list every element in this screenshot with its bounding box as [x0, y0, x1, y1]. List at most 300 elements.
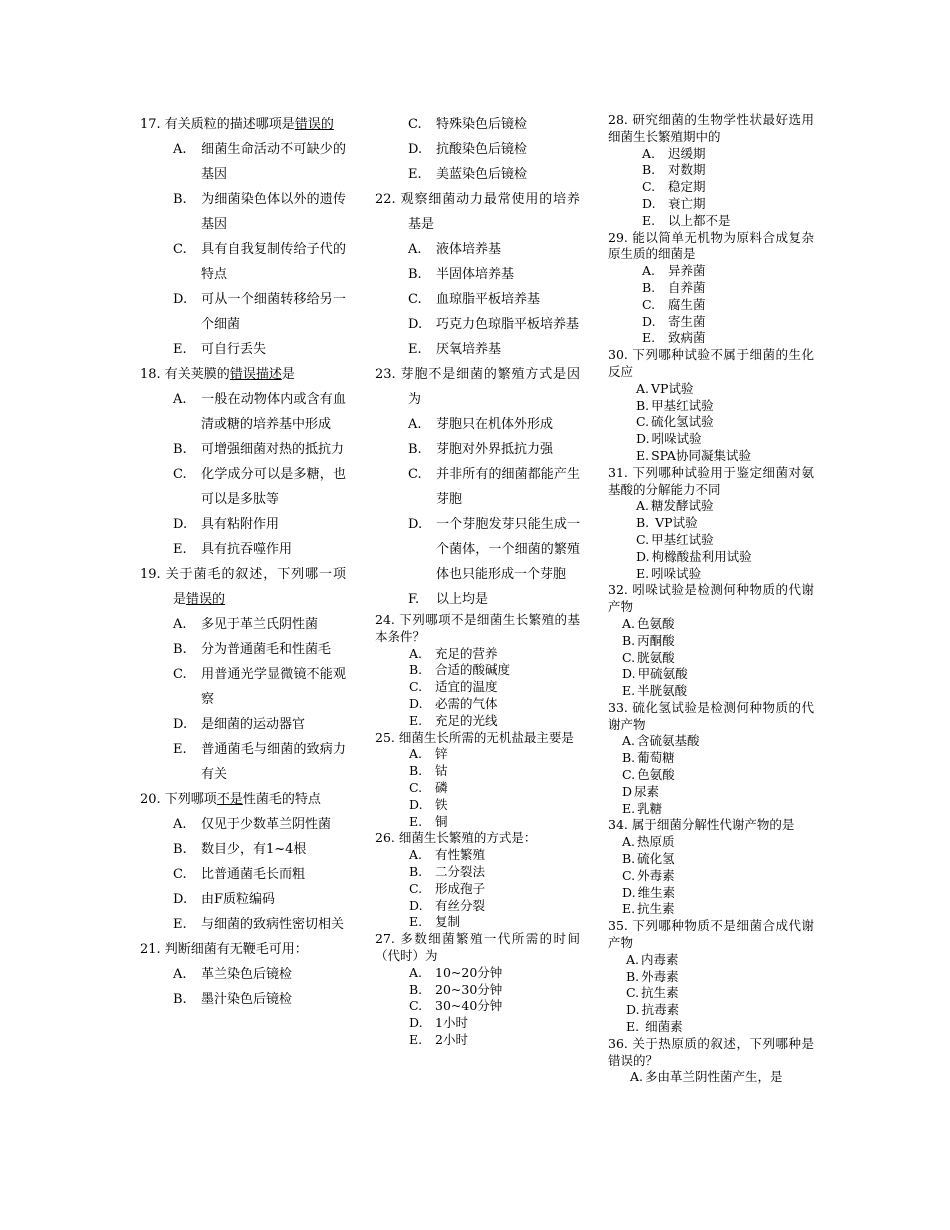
answer-option [608, 431, 814, 448]
option-text: 仅见于少数革兰阴性菌 [201, 817, 332, 832]
question-title-text: 17. 有关质粒的描述哪项是 [140, 117, 295, 132]
answer-option [608, 834, 814, 851]
option-text: 热原质 [637, 834, 675, 850]
question-title-underlined: 不是 [216, 792, 243, 807]
answer-option [140, 187, 346, 237]
question-title [608, 1036, 814, 1070]
answer-option [608, 969, 814, 986]
option-text: 并非所有的细菌都能产生芽胞 [436, 467, 580, 507]
answer-option [140, 737, 346, 787]
option-text: 比普通菌毛长而粗 [201, 867, 306, 882]
answer-option [608, 179, 814, 196]
option-letter: B. [408, 267, 422, 282]
option-text: 为细菌染色体以外的遗传基因 [201, 192, 346, 232]
question-title [608, 465, 814, 499]
answer-option [140, 387, 346, 437]
answer-option [375, 864, 580, 881]
answer-option [608, 549, 814, 566]
answer-option [375, 287, 580, 312]
answer-option [140, 987, 346, 1012]
option-text: 墨汁染色后镜检 [201, 992, 293, 1007]
option-letter: D. [173, 292, 188, 307]
option-text: 抗生素 [637, 901, 675, 917]
option-text: 硫化氢 [637, 851, 675, 867]
question-block [375, 730, 580, 831]
answer-option [608, 532, 814, 549]
option-text: 甲硫氨酸 [637, 666, 688, 682]
question-title-text: 27. 多数细菌繁殖一代所需的时间（代时）为 [375, 931, 580, 963]
answer-option [608, 515, 814, 532]
option-text: 异养菌 [668, 263, 706, 279]
option-letter: B. [636, 397, 650, 413]
option-text: 具有抗吞噬作用 [201, 542, 293, 557]
option-letter: D. [642, 313, 656, 329]
option-letter: A. [630, 1069, 644, 1085]
answer-option [608, 1002, 814, 1019]
option-text: 与细菌的致病性密切相关 [201, 917, 345, 932]
answer-option [608, 750, 814, 767]
option-letter: E. [622, 901, 636, 917]
option-letter: E. [409, 1031, 423, 1047]
question-block [140, 787, 346, 937]
option-text: 可从一个细菌转移给另一个细菌 [201, 292, 346, 332]
answer-option [140, 462, 346, 512]
answer-option [140, 537, 346, 562]
option-text: 自养菌 [668, 279, 706, 295]
answer-option [140, 237, 346, 287]
option-text: 多由革兰阴性菌产生，是 [645, 1069, 783, 1085]
option-letter: B. [173, 642, 187, 657]
question-title-text: 25. 细菌生长所需的无机盐最主要是 [375, 729, 574, 745]
question-title [375, 830, 580, 847]
option-letter: A. [408, 242, 422, 257]
option-letter: D. [409, 695, 423, 711]
option-text: 枸橼酸盐利用试验 [651, 548, 752, 564]
option-text: 20~30分钟 [435, 981, 503, 997]
option-letter: A. [409, 746, 423, 762]
question-title-text: 35. 下列哪种物质不是细菌合成代谢产物 [608, 918, 814, 951]
option-letter: E. [173, 342, 187, 357]
question-title-text: 29. 能以简单无机物为原料合成复杂原生质的细菌是 [608, 229, 814, 262]
option-text: 血琼脂平板培养基 [436, 292, 541, 307]
option-text: VP试验 [651, 380, 694, 396]
question-title [608, 582, 814, 616]
option-letter: D. [622, 666, 636, 682]
question-title-text: 性菌毛的特点 [242, 792, 321, 807]
question-title-text: 30. 下列哪种试验不属于细菌的生化反应 [608, 347, 814, 379]
answer-option [140, 962, 346, 987]
answer-option [140, 137, 346, 187]
column-1 [140, 112, 346, 1012]
option-text: 衰亡期 [668, 195, 706, 211]
option-letter: B. [409, 981, 423, 997]
option-text: 吲哚试验 [651, 565, 702, 581]
answer-option [608, 162, 814, 179]
option-letter: B. [173, 192, 187, 207]
option-text: 芽胞对外界抵抗力强 [436, 442, 554, 457]
question-title [140, 937, 346, 962]
option-letter: D. [173, 892, 188, 907]
option-text: 分为普通菌毛和性菌毛 [201, 642, 332, 657]
option-letter: B. [626, 968, 640, 984]
answer-option [140, 887, 346, 912]
option-letter: D. [626, 1002, 640, 1018]
answer-option [375, 237, 580, 262]
option-letter: A. [636, 380, 650, 396]
question-title-text: 18. 有关荚膜的 [140, 367, 230, 382]
answer-option [375, 662, 580, 679]
option-letter: C. [173, 242, 187, 257]
answer-option [140, 837, 346, 862]
option-text: 含硫氨基酸 [637, 733, 700, 749]
answer-option [608, 398, 814, 415]
option-letter: A. [642, 145, 656, 161]
question-block [140, 362, 346, 562]
option-text: 二分裂法 [435, 863, 486, 879]
answer-option [608, 851, 814, 868]
option-letter: E. [409, 712, 423, 728]
option-letter: E. [173, 917, 187, 932]
answer-option [608, 1019, 814, 1036]
option-letter: B. [408, 442, 422, 457]
option-text: 乳糖 [637, 800, 663, 816]
answer-option [375, 982, 580, 999]
question-title [608, 700, 814, 734]
option-letter: B. [173, 842, 187, 857]
question-title-text: 21. 判断细菌有无鞭毛可用： [140, 942, 308, 957]
answer-option [140, 712, 346, 737]
question-title-text: 19. 关于菌毛的叙述，下列哪一项是 [140, 567, 346, 607]
option-letter: E. [622, 683, 636, 699]
answer-option [608, 801, 814, 818]
option-letter: E. [173, 542, 187, 557]
option-text: 厌氧培养基 [436, 342, 502, 357]
option-letter: C. [173, 667, 187, 682]
option-text: 一个芽胞发芽只能生成一个菌体，一个细菌的繁殖体也只能形成一个芽胞 [436, 517, 580, 582]
question-title [375, 362, 580, 412]
question-title [375, 612, 580, 646]
answer-option [140, 612, 346, 637]
option-text: 对数期 [668, 162, 706, 178]
option-letter: A. [636, 498, 650, 514]
answer-option [608, 566, 814, 583]
answer-option [140, 912, 346, 937]
option-text: 甲基红试验 [651, 397, 714, 413]
answer-option [608, 498, 814, 515]
option-text: 稳定期 [668, 179, 706, 195]
answer-option [608, 196, 814, 213]
question-block [608, 1036, 814, 1086]
option-letter: D. [408, 317, 423, 332]
option-text: 特殊染色后镜检 [436, 117, 528, 132]
option-letter: C. [408, 292, 422, 307]
option-letter: A. [622, 834, 636, 850]
option-text: 丙酮酸 [637, 632, 675, 648]
answer-option [375, 998, 580, 1015]
option-text: 色氨酸 [637, 767, 675, 783]
answer-option [608, 1069, 814, 1086]
option-text: 致病菌 [668, 330, 706, 346]
answer-option [608, 733, 814, 750]
option-text: VP试验 [651, 515, 698, 531]
option-text: 数目少，有1~4根 [201, 842, 307, 857]
answer-option [375, 312, 580, 337]
option-text: 腐生菌 [668, 296, 706, 312]
column-2 [375, 112, 580, 1049]
question-block [140, 937, 346, 1012]
answer-option [375, 462, 580, 512]
answer-option [608, 330, 814, 347]
answer-option [375, 780, 580, 797]
option-text: 硫化氢试验 [651, 414, 714, 430]
question-title-text: 31. 下列哪种试验用于鉴定细菌对氨基酸的分解能力不同 [608, 464, 814, 497]
answer-option [140, 812, 346, 837]
answer-option [375, 112, 580, 137]
option-text: 葡萄糖 [637, 750, 675, 766]
answer-option [375, 881, 580, 898]
option-letter: A. [408, 417, 422, 432]
answer-option [608, 280, 814, 297]
option-text: 寄生菌 [668, 313, 706, 329]
option-text: SPA协同凝集试验 [651, 447, 751, 463]
question-block [608, 112, 814, 230]
option-text: 可自行丢失 [201, 342, 267, 357]
option-text: 巧克力色琼脂平板培养基 [436, 317, 580, 332]
question-title [140, 362, 346, 387]
answer-option [608, 146, 814, 163]
option-letter: D. [636, 548, 650, 564]
answer-option [608, 868, 814, 885]
option-letter: C. [409, 779, 423, 795]
option-text: 以上均是 [436, 592, 489, 607]
question-title-text: 是 [281, 367, 295, 382]
option-letter: E. [408, 167, 422, 182]
option-letter: C. [173, 867, 187, 882]
answer-option [608, 650, 814, 667]
option-letter: B. [173, 992, 187, 1007]
option-text: 普通菌毛与细菌的致病力有关 [201, 742, 346, 782]
question-title [140, 562, 346, 612]
option-letter: E. [173, 742, 187, 757]
option-letter: C. [636, 414, 650, 430]
option-text: 迟缓期 [668, 145, 706, 161]
option-letter: D. [409, 796, 423, 812]
option-letter: C. [409, 679, 423, 695]
answer-option [608, 901, 814, 918]
question-title-text: 28. 研究细菌的生物学性状最好选用细菌生长繁殖期中的 [608, 112, 814, 144]
option-letter: A. [409, 645, 423, 661]
option-text: 维生素 [637, 884, 676, 900]
option-letter: B. [409, 863, 423, 879]
option-letter: A. [173, 817, 187, 832]
option-letter: C. [622, 867, 636, 883]
option-text: 合适的酸碱度 [435, 662, 511, 678]
option-text: 充足的营养 [435, 645, 498, 661]
question-block [375, 112, 580, 187]
answer-option [375, 713, 580, 730]
option-text: 革兰染色后镜检 [201, 967, 293, 982]
question-title-text: 32. 吲哚试验是检测何种物质的代谢产物 [608, 582, 814, 615]
option-letter: C. [626, 985, 640, 1001]
option-text: 是细菌的运动器官 [201, 717, 306, 732]
answer-option [140, 337, 346, 362]
answer-option [608, 633, 814, 650]
option-letter: B. [622, 851, 636, 867]
answer-option [375, 1032, 580, 1049]
question-block [608, 582, 814, 700]
option-text: 甲基红试验 [651, 531, 714, 547]
option-text: 抗生素 [641, 985, 679, 1001]
answer-option [375, 746, 580, 763]
option-letter: C. [408, 467, 422, 482]
option-text: 复制 [435, 914, 461, 930]
question-block [375, 187, 580, 362]
answer-option [375, 512, 580, 587]
answer-option [608, 414, 814, 431]
answer-option [140, 862, 346, 887]
option-text: 有性繁殖 [435, 847, 486, 863]
answer-option [375, 914, 580, 931]
question-block [608, 465, 814, 583]
option-text: 由F质粒编码 [201, 892, 276, 907]
answer-option [375, 1015, 580, 1032]
answer-option [608, 297, 814, 314]
option-text: 外毒素 [637, 867, 675, 883]
option-text: 磷 [435, 779, 448, 795]
option-text: 以上都不是 [668, 212, 731, 228]
option-letter: C. [622, 649, 636, 665]
option-letter: F. [408, 592, 420, 607]
question-title [608, 112, 814, 146]
question-title-text: 34. 属于细菌分解性代谢产物的是 [608, 817, 795, 833]
question-block [375, 931, 580, 1049]
option-text: 具有自我复制传给子代的特点 [201, 242, 346, 282]
option-letter: B. [173, 442, 187, 457]
option-letter: E. [409, 813, 423, 829]
option-letter: C. [409, 998, 423, 1014]
option-text: 有丝分裂 [435, 897, 486, 913]
option-text: 芽胞只在机体外形成 [436, 417, 554, 432]
question-title [375, 730, 580, 747]
question-block [140, 562, 346, 787]
option-text: 细菌素 [641, 1019, 683, 1035]
question-block [375, 362, 580, 612]
answer-option [608, 263, 814, 280]
answer-option [375, 137, 580, 162]
option-text: 胱氨酸 [637, 649, 675, 665]
option-text: 抗毒素 [641, 1002, 680, 1018]
question-title-underlined: 错误的 [294, 117, 334, 132]
option-letter: A. [173, 617, 187, 632]
option-letter: C. [642, 179, 656, 195]
answer-option [608, 213, 814, 230]
option-text: 锌 [435, 746, 448, 762]
option-letter: E. [642, 330, 656, 346]
option-letter: D. [642, 195, 656, 211]
option-letter: E. [622, 800, 636, 816]
option-letter: A. [173, 392, 187, 407]
answer-option [375, 162, 580, 187]
option-letter: C. [173, 467, 187, 482]
answer-option [608, 885, 814, 902]
option-text: 必需的气体 [435, 695, 498, 711]
answer-option [375, 847, 580, 864]
option-letter: B. [636, 515, 650, 531]
option-letter: B. [622, 750, 636, 766]
option-letter: D. [408, 142, 423, 157]
question-title-text: 22. 观察细菌动力最常使用的培养基是 [375, 192, 580, 232]
option-letter: E. [409, 914, 423, 930]
question-block [140, 112, 346, 362]
question-title-underlined: 错误的 [186, 592, 226, 607]
option-letter: D [622, 783, 633, 799]
option-letter: E. [642, 212, 656, 228]
answer-option [140, 637, 346, 662]
question-title [608, 230, 814, 264]
question-title [608, 817, 814, 834]
option-letter: B. [409, 662, 423, 678]
option-letter: D. [173, 517, 188, 532]
option-letter: E. [408, 342, 422, 357]
option-text: 1小时 [435, 1015, 468, 1031]
option-text: 铜 [435, 813, 448, 829]
answer-option [375, 437, 580, 462]
option-text: 多见于革兰氏阴性菌 [201, 617, 319, 632]
answer-option [375, 262, 580, 287]
option-letter: E. [636, 565, 650, 581]
answer-option [608, 683, 814, 700]
option-letter: A. [409, 964, 423, 980]
question-title-text: 23. 芽胞不是细菌的繁殖方式是因为 [375, 367, 580, 407]
option-text: 充足的光线 [435, 712, 498, 728]
answer-option [608, 985, 814, 1002]
answer-option [375, 763, 580, 780]
answer-option [608, 666, 814, 683]
option-letter: A. [173, 142, 187, 157]
option-letter: C. [409, 880, 423, 896]
question-block [608, 230, 814, 348]
answer-option [608, 952, 814, 969]
question-block [608, 918, 814, 1036]
option-letter: A. [173, 967, 187, 982]
option-letter: A. [642, 263, 656, 279]
answer-option [140, 437, 346, 462]
answer-option [375, 814, 580, 831]
option-letter: D. [622, 884, 636, 900]
answer-option [375, 337, 580, 362]
option-text: 吲哚试验 [651, 431, 702, 447]
answer-option [140, 287, 346, 337]
option-text: 外毒素 [641, 968, 679, 984]
answer-option [375, 898, 580, 915]
option-letter: A. [409, 847, 423, 863]
question-block [375, 830, 580, 931]
question-title-text: 33. 硫化氢试验是检测何种物质的代谢产物 [608, 699, 814, 732]
answer-option [375, 412, 580, 437]
answer-option [608, 784, 814, 801]
question-block [375, 612, 580, 730]
option-text: 化学成分可以是多糖，也可以是多肽等 [201, 467, 346, 507]
question-title [608, 918, 814, 952]
option-letter: B. [642, 162, 656, 178]
option-letter: C. [636, 531, 650, 547]
question-title [608, 347, 814, 381]
question-block [608, 700, 814, 818]
option-text: 糖发酵试验 [651, 498, 714, 514]
answer-option [375, 797, 580, 814]
answer-option [608, 616, 814, 633]
option-text: 30~40分钟 [435, 998, 503, 1014]
